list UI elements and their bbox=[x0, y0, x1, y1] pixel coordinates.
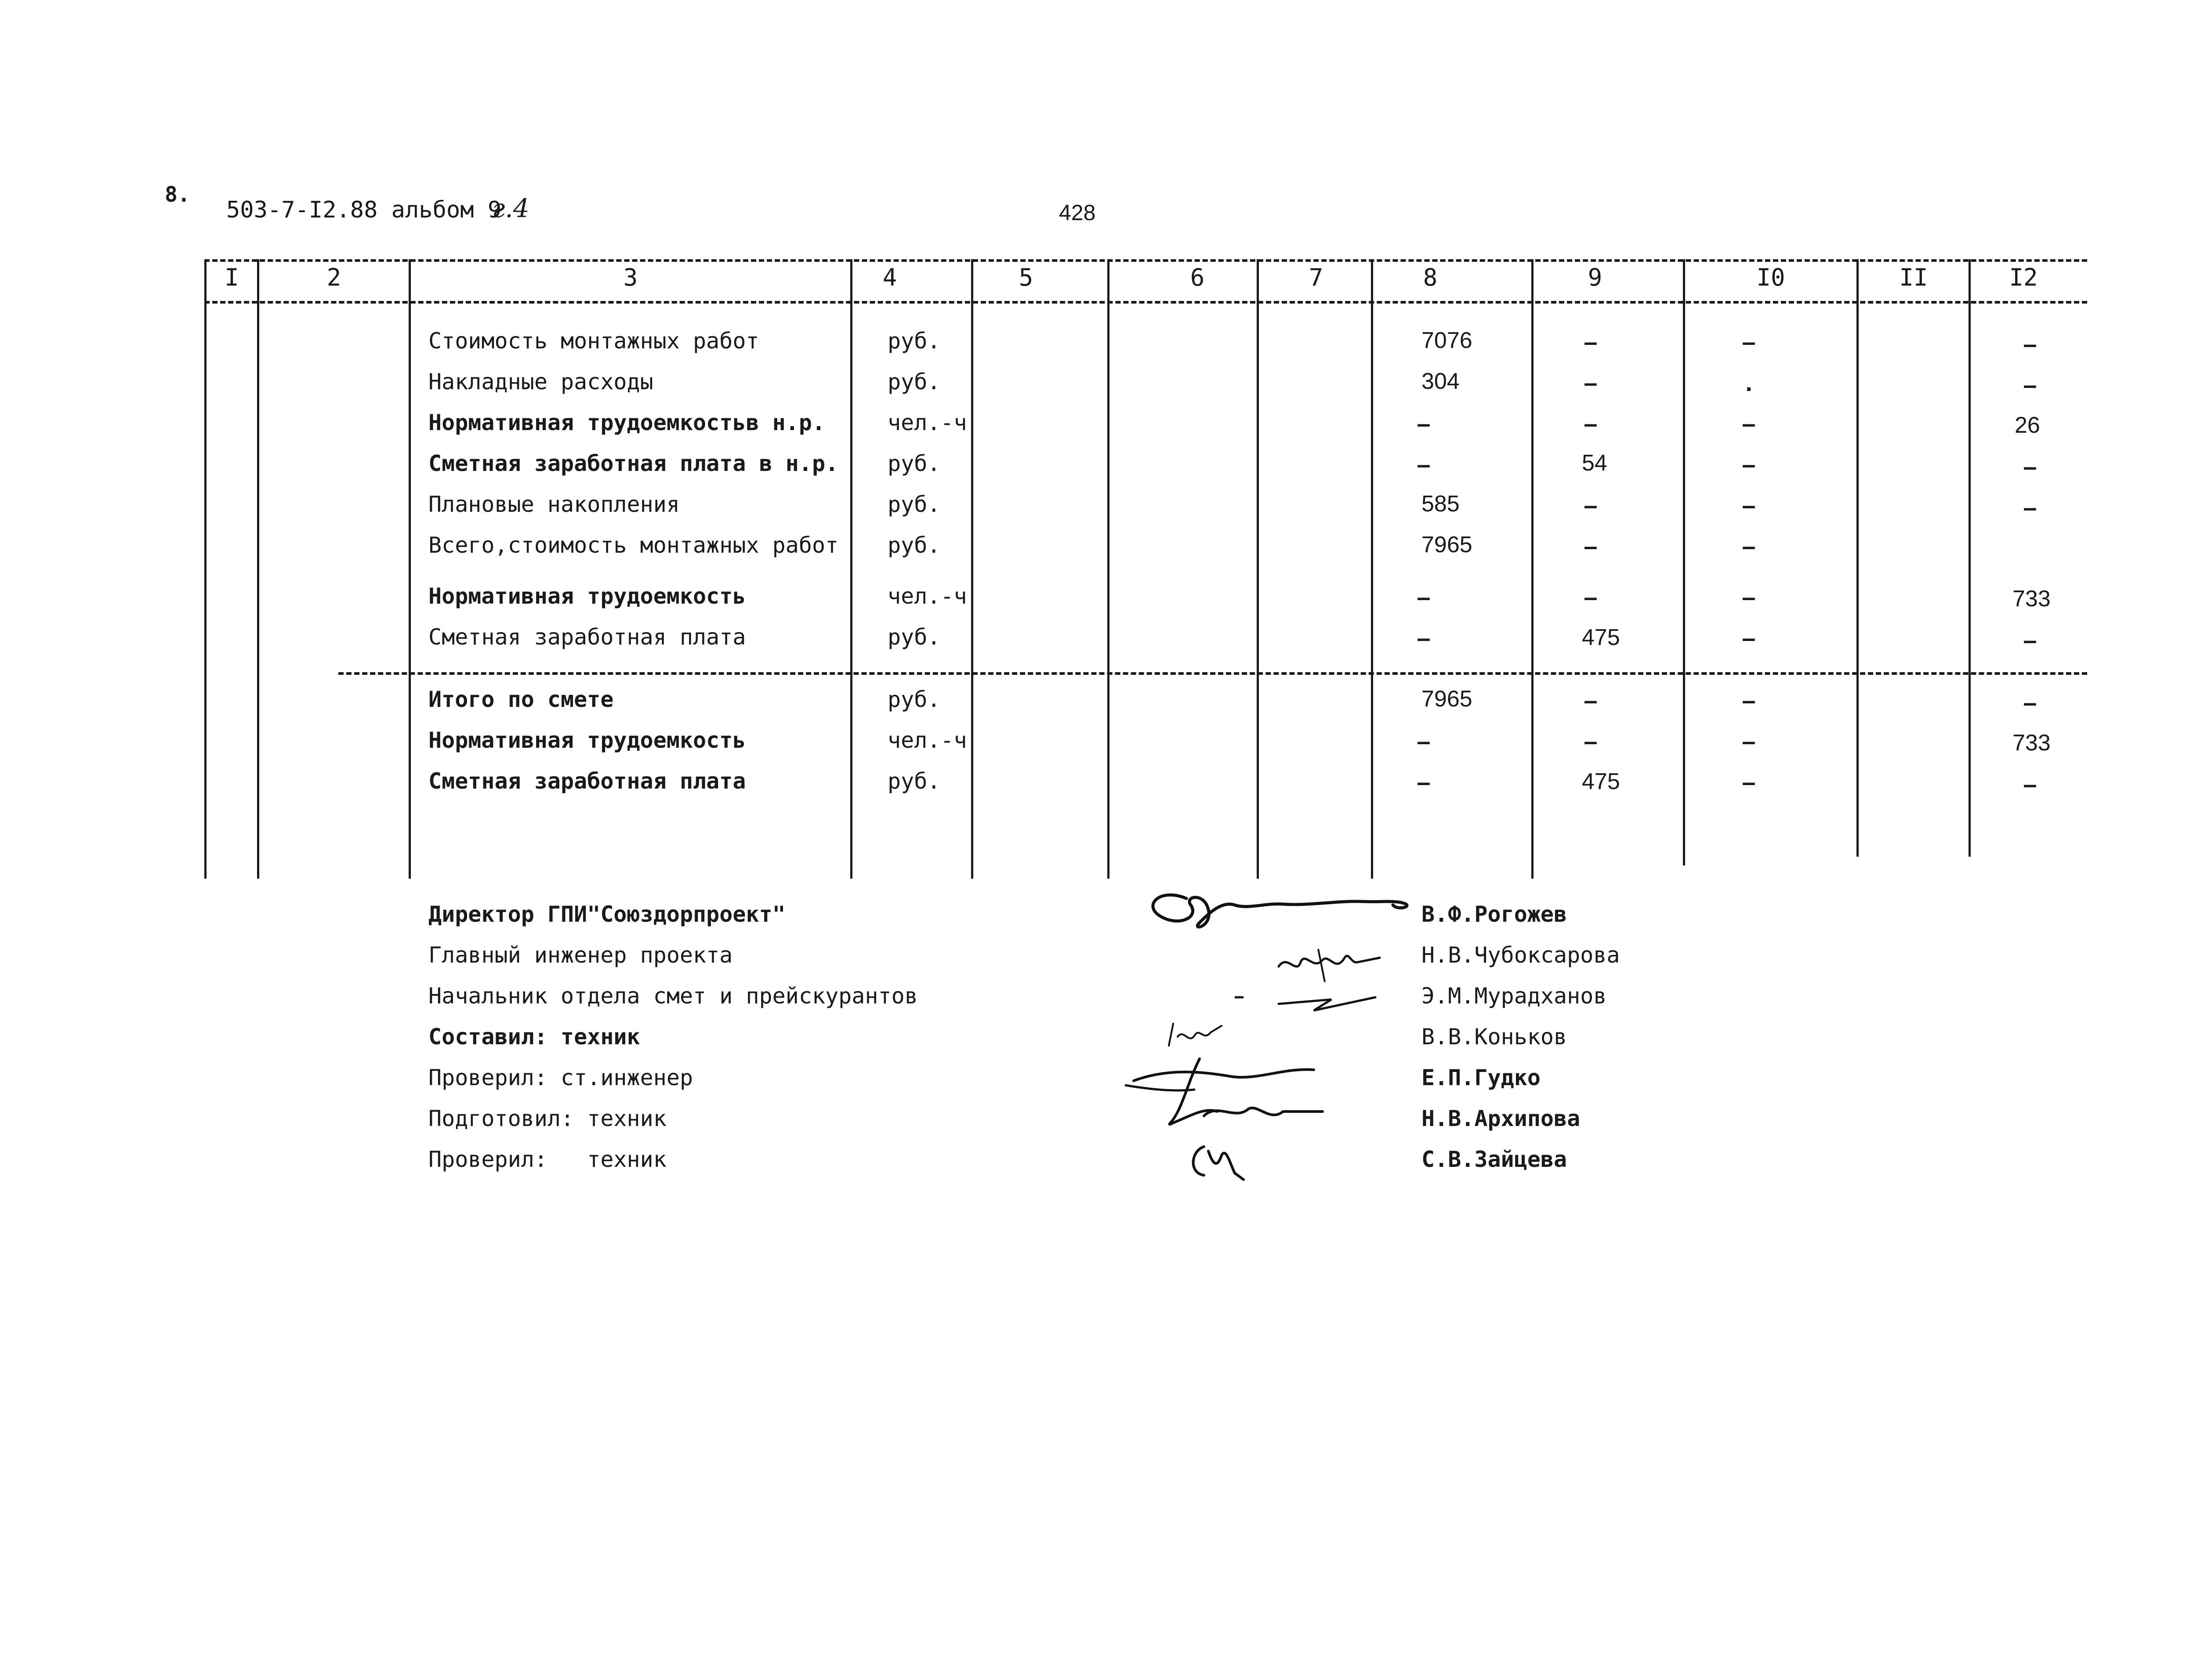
col-line-6 bbox=[1107, 259, 1109, 879]
row-name: Накладные расходы bbox=[428, 369, 653, 395]
column-header: 8 bbox=[1423, 264, 1438, 291]
handwritten-album-note: г.4 bbox=[492, 193, 529, 223]
signatory-name: Э.М.Мурадханов bbox=[1421, 983, 1607, 1009]
column-header: 3 bbox=[623, 264, 638, 291]
row-unit: руб. bbox=[888, 624, 941, 650]
column-header: 9 bbox=[1588, 264, 1602, 291]
cell-col12: – bbox=[2023, 493, 2037, 521]
col-line-4 bbox=[850, 259, 852, 879]
row-name: Сметная заработная плата в н.р. bbox=[428, 451, 839, 476]
column-header: 5 bbox=[1019, 264, 1033, 291]
col-line-7 bbox=[1257, 259, 1259, 879]
column-header: I bbox=[225, 264, 239, 291]
signatory-role: Начальник отдела смет и прейскурантов bbox=[428, 983, 918, 1009]
cell-col12: – bbox=[2023, 770, 2037, 798]
column-header: I2 bbox=[2009, 264, 2038, 291]
cell-col10: – bbox=[1742, 409, 1756, 437]
col-line-12 bbox=[1969, 259, 1971, 857]
cell-col9: 475 bbox=[1582, 769, 1620, 794]
column-header: I0 bbox=[1756, 264, 1785, 291]
cell-col12: 733 bbox=[2012, 730, 2051, 756]
col-line-2 bbox=[257, 259, 259, 879]
cell-col9: – bbox=[1584, 491, 1598, 519]
cell-col8: 7076 bbox=[1421, 328, 1472, 353]
row-unit: чел.-ч bbox=[888, 410, 967, 435]
column-header: 4 bbox=[882, 264, 897, 291]
cell-col9: – bbox=[1584, 409, 1598, 437]
totals-separator-rule bbox=[338, 672, 2087, 675]
column-header: II bbox=[1899, 264, 1928, 291]
table-header-rule bbox=[204, 301, 2087, 304]
cell-col10: – bbox=[1742, 450, 1756, 478]
total-unit: руб. bbox=[888, 687, 941, 712]
col-line-1 bbox=[204, 259, 207, 879]
cell-col9: – bbox=[1584, 727, 1598, 755]
col-line-3 bbox=[409, 259, 411, 879]
cell-col10: – bbox=[1742, 768, 1756, 796]
row-name: Нормативная трудоемкость bbox=[428, 583, 746, 609]
department-head-signature bbox=[1230, 984, 1389, 1019]
cell-col12: – bbox=[2023, 626, 2037, 654]
signatory-role: Главный инженер проекта bbox=[428, 942, 733, 968]
director-signature bbox=[1134, 879, 1415, 945]
total-unit: руб. bbox=[888, 768, 941, 794]
signatory-role: Подготовил: техник bbox=[428, 1106, 667, 1131]
signatory-name: Е.П.Гудко bbox=[1421, 1065, 1541, 1090]
table-top-rule bbox=[204, 259, 2087, 262]
cell-col9: – bbox=[1584, 328, 1598, 355]
row-unit: руб. bbox=[888, 532, 941, 558]
column-header: 6 bbox=[1190, 264, 1205, 291]
col-line-11 bbox=[1856, 259, 1859, 857]
cell-col8: – bbox=[1417, 409, 1431, 437]
col-line-10 bbox=[1683, 259, 1685, 865]
row-name: Сметная заработная плата bbox=[428, 624, 746, 650]
cell-col8: – bbox=[1417, 583, 1431, 611]
cell-col10: – bbox=[1742, 624, 1756, 652]
col-line-9 bbox=[1531, 259, 1534, 879]
cell-col12: – bbox=[2023, 330, 2037, 358]
cell-col8: 7965 bbox=[1421, 532, 1472, 558]
cell-col12: 733 bbox=[2012, 586, 2051, 612]
signatory-role: Проверил: ст.инженер bbox=[428, 1065, 693, 1090]
cell-col10: – bbox=[1742, 727, 1756, 755]
chief-engineer-signature bbox=[1274, 940, 1389, 988]
row-name: Плановые накопления bbox=[428, 492, 680, 517]
total-name: Итого по смете bbox=[428, 687, 614, 712]
page-number: 428 bbox=[1059, 200, 1096, 225]
signatory-name: В.В.Коньков bbox=[1421, 1024, 1567, 1050]
cell-col8: – bbox=[1417, 624, 1431, 652]
cell-col8: – bbox=[1417, 450, 1431, 478]
col-line-8 bbox=[1371, 259, 1373, 879]
total-name: Нормативная трудоемкость bbox=[428, 728, 746, 753]
document-reference: 503-7-I2.88 альбом 9 bbox=[226, 197, 502, 223]
row-name: Нормативная трудоемкостьв н.р. bbox=[428, 410, 826, 435]
cell-col9: – bbox=[1584, 583, 1598, 611]
cell-col8: – bbox=[1417, 727, 1431, 755]
cell-col10: – bbox=[1742, 532, 1756, 560]
row-unit: чел.-ч bbox=[888, 583, 967, 609]
col-line-5 bbox=[971, 259, 973, 879]
cell-col8: 7965 bbox=[1421, 686, 1472, 712]
cell-col10: – bbox=[1742, 583, 1756, 611]
row-unit: руб. bbox=[888, 492, 941, 517]
cell-col12: – bbox=[2023, 371, 2037, 398]
row-unit: руб. bbox=[888, 328, 941, 354]
row-unit: руб. bbox=[888, 451, 941, 476]
cell-col9: 54 bbox=[1582, 450, 1607, 476]
signatory-role: Проверил: техник bbox=[428, 1147, 667, 1172]
checker-signature bbox=[1186, 1138, 1248, 1186]
total-name: Сметная заработная плата bbox=[428, 768, 746, 794]
signatory-role: Составил: техник bbox=[428, 1024, 640, 1050]
cell-col9: 475 bbox=[1582, 625, 1620, 650]
page-marker: 8. bbox=[165, 182, 190, 207]
cell-col8: – bbox=[1417, 768, 1431, 796]
cell-col10: – bbox=[1742, 328, 1756, 355]
column-header: 7 bbox=[1309, 264, 1323, 291]
signatory-name: В.Ф.Рогожев bbox=[1421, 902, 1567, 927]
cell-col8: 585 bbox=[1421, 491, 1460, 517]
cell-col10: . bbox=[1745, 369, 1752, 396]
cell-col10: – bbox=[1742, 491, 1756, 519]
cell-col8: 304 bbox=[1421, 369, 1460, 394]
cell-col12: – bbox=[2023, 453, 2037, 480]
row-name: Стоимость монтажных работ bbox=[428, 328, 759, 354]
signatory-name: Н.В.Чубоксарова bbox=[1421, 942, 1620, 968]
signatory-name: Н.В.Архипова bbox=[1421, 1106, 1581, 1131]
cell-col9: – bbox=[1584, 686, 1598, 714]
total-unit: чел.-ч bbox=[888, 728, 967, 753]
cell-col9: – bbox=[1584, 532, 1598, 560]
row-unit: руб. bbox=[888, 369, 941, 395]
cell-col12: – bbox=[2023, 688, 2037, 716]
cell-col9: – bbox=[1584, 369, 1598, 396]
cell-col10: – bbox=[1742, 686, 1756, 714]
cell-col12: 26 bbox=[2015, 413, 2040, 438]
signatory-role: Директор ГПИ"Союздорпроект" bbox=[428, 902, 786, 927]
column-header: 2 bbox=[326, 264, 341, 291]
signatory-name: С.В.Зайцева bbox=[1421, 1147, 1567, 1172]
row-name: Всего,стоимость монтажных работ bbox=[428, 532, 839, 558]
